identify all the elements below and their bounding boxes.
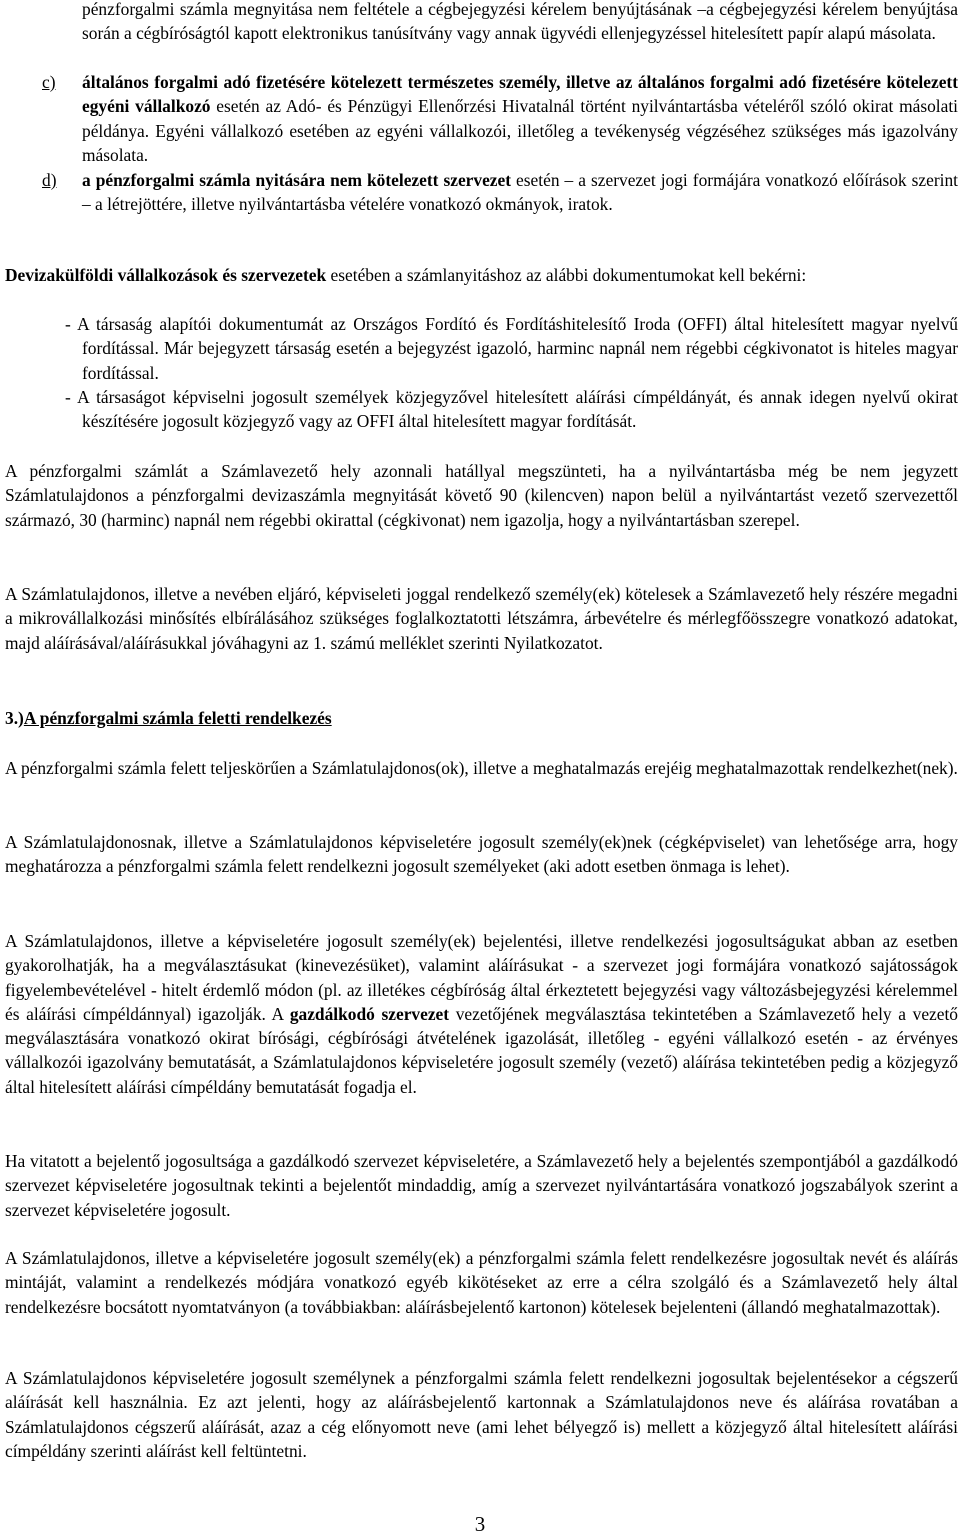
intro-paragraph	[82, 0, 958, 46]
item-d-bold: a pénzforgalmi számla nyitására nem kötelezett szervezet	[82, 170, 512, 190]
section-3-title: A pénzforgalmi számla feletti rendelkezés	[23, 708, 332, 728]
item-c-label: c)	[42, 72, 56, 92]
declaration-paragraph: A Számlatulajdonos, illetve a nevében eljáró, képviseleti joggal rendelkező személy(ek) kötelesek a Számlavezető hely részére megadni a mikrovállalkozási minősítés elbírálásához szükséges foglalkoztatotti létszámra, árbevételre és mérlegfőösszegre vonatkozó adatokat, majd aláírásával/aláírásukkal jóváhagyni az 1. számú melléklet szerinti Nyilatkozatot.	[5, 584, 958, 653]
foreign-entities-paragraph	[5, 263, 958, 287]
paragraph-6: A Számlatulajdonos képviseletére jogosult személynek a pénzforgalmi számla felett rendelkezni jogosultak bejelentésekor a cégszerű aláírását kell használnia. Ez azt jelenti, hogy az aláírásbejelentő kartonnak a Számlatulajdonos neve és aláírása rovatában a Számlatulajdonos cégszerű aláírását, azaz a cég előnyomott neve (ami lehet bélyegző is) mellett a közjegyző által hitelesített aláírási címpéldány szerinti aláírást kell feltüntetni.	[5, 1368, 958, 1461]
paragraph-3	[5, 929, 958, 1099]
intro-text: pénzforgalmi számla megnyitása nem feltétele a cégbejegyzési kérelem benyújtásának –a cégbejegyzési kérelem benyújtása során a cégbíróságtól kapott elektronikus tanúsítvány vagy annak ügyvédi ellenjegyzéssel hitelesített papír alapú másolata.	[82, 0, 958, 44]
paragraph-5: A Számlatulajdonos, illetve a képviseletére jogosult személy(ek) a pénzforgalmi számla felett rendelkezésre jogosultak nevét és aláírás mintáját, valamint a rendelkezés módjára vonatkozó egyéb kikötéseket az erre a célra szolgáló és a Számlavezető hely által rendelkezésre bocsátott nyomtatványon (a továbbiakban: aláírásbejelentő kartonon) kötelesek bejelenteni (állandó meghatalmazottak).	[5, 1248, 958, 1317]
paragraph-1: A pénzforgalmi számla felett teljeskörűen a Számlatulajdonos(ok), illetve a meghatalmazás erejéig meghatalmazottak rendelkezhet(nek).	[5, 758, 958, 778]
paragraph-4: Ha vitatott a bejelentő jogosultsága a gazdálkodó szervezet képviseletére, a Számlavezető hely a bejelentés szempontjából a gazdálkodó szervezet képviseletére jogosultnak tekinti a bejelentőt mindaddig, amíg a szervezet nyilvántartására vonatkozó jogszabályok szerint a szervezet képviseletére jogosult.	[5, 1151, 958, 1220]
termination-paragraph: A pénzforgalmi számlát a Számlavezető hely azonnali hatállyal megszünteti, ha a nyilvántartásba még be nem jegyzett Számlatulajdonos a pénzforgalmi devizaszámla megnyitását követő 90 (kilencven) napon belül a nyilvántartást vezető szervezettől származó, 30 (harminc) napnál nem régebbi okirattal (cégkivonat) nem igazolja, hogy a nyilvántartásban szerepel.	[5, 461, 958, 530]
item-d-paragraph	[82, 168, 958, 217]
foreign-list-item-2: - A társaságot képviselni jogosult személyek közjegyzővel hitelesített aláírási címpéldányát, és annak idegen nyelvű okirat készítésére jogosult közjegyző vagy az OFFI által hitelesített magyar fordítását.	[65, 387, 958, 432]
item-c-bold: általános forgalmi adó fizetésére kötelezett természetes személy, illetve az általános forgalmi adó fizetésére kötelezett egyéni vállalkozó	[82, 72, 958, 117]
item-d-label: d)	[42, 170, 57, 190]
foreign-list-item-1: - A társaság alapítói dokumentumát az Országos Fordító és Fordításhitelesítő Iroda (OFFI) által hitelesített magyar nyelvű fordítással. Már bejegyzett társaság esetén a bejegyzést igazoló, harminc napnál nem régebbi cégkivonatot is hiteles magyar fordítással.	[65, 314, 958, 383]
paragraph-2: A Számlatulajdonosnak, illetve a Számlatulajdonos képviseletére jogosult személy(ek)nek (cégképviselet) van lehetősége arra, hogy meghatározza a pénzforgalmi számla felett rendelkezni jogosult személyeket (aki adott esetben önmaga is lehet).	[5, 832, 958, 877]
section-3-number: 3.)	[5, 708, 24, 728]
foreign-text: esetében a számlanyitáshoz az alábbi dokumentumokat kell bekérni:	[326, 265, 807, 285]
page-number: 3	[474, 1512, 486, 1536]
section-3-heading	[5, 706, 332, 730]
p3-text-1: A Számlatulajdonos, illetve a képviseletére jogosult személy(ek) bejelentési, illetve rendelkezési jogosultságukat abban az esetben gyakorolhatják, ha a megválasztásukat (kinevezésüket), valamint aláírásukat - a szervezet jogi formájára vonatkozó sajátosságok figyelembevételével - hitelt érdemlő módon (pl. az illetékes cégbíróság által érkeztetett bejegyzési vagy változásbejegyzési kérelemmel és aláírási címpéldánnyal) igazolják. A	[5, 931, 958, 1024]
p3-text-2: vezetőjének megválasztása tekintetében a Számlavezető hely a vezető megválasztására vonatkozó okirat bírósági, cégbírósági átvételének igazolását, illetőleg - egyéni vállalkozó esetén - az érvényes vállalkozói igazolvány bemutatását, a Számlatulajdonos képviseletére jogosult személy (vezető) aláírása tekintetében pedig a közjegyző által hitelesített aláírási címpéldány bemutatását fogadja el.	[5, 1003, 958, 1097]
item-c-text: esetén az Adó- és Pénzügyi Ellenőrzési Hivatalnál történt nyilvántartásba vételéről szóló okirat másolati példánya. Egyéni vállalkozó esetében az egyéni vállalkozói, illetőleg a tevékenység végzéséhez szükséges más igazolvány másolata.	[82, 96, 959, 165]
item-d-text: esetén – a szervezet jogi formájára vonatkozó előírások szerint – a létrejöttére, illetve nyilvántartásba vételére vonatkozó okmányok, iratok.	[82, 170, 958, 215]
foreign-bold: Devizakülföldi vállalkozások és szervezetek	[5, 265, 327, 285]
p3-bold: gazdálkodó szervezet	[289, 1003, 450, 1024]
item-c-paragraph	[82, 70, 958, 167]
